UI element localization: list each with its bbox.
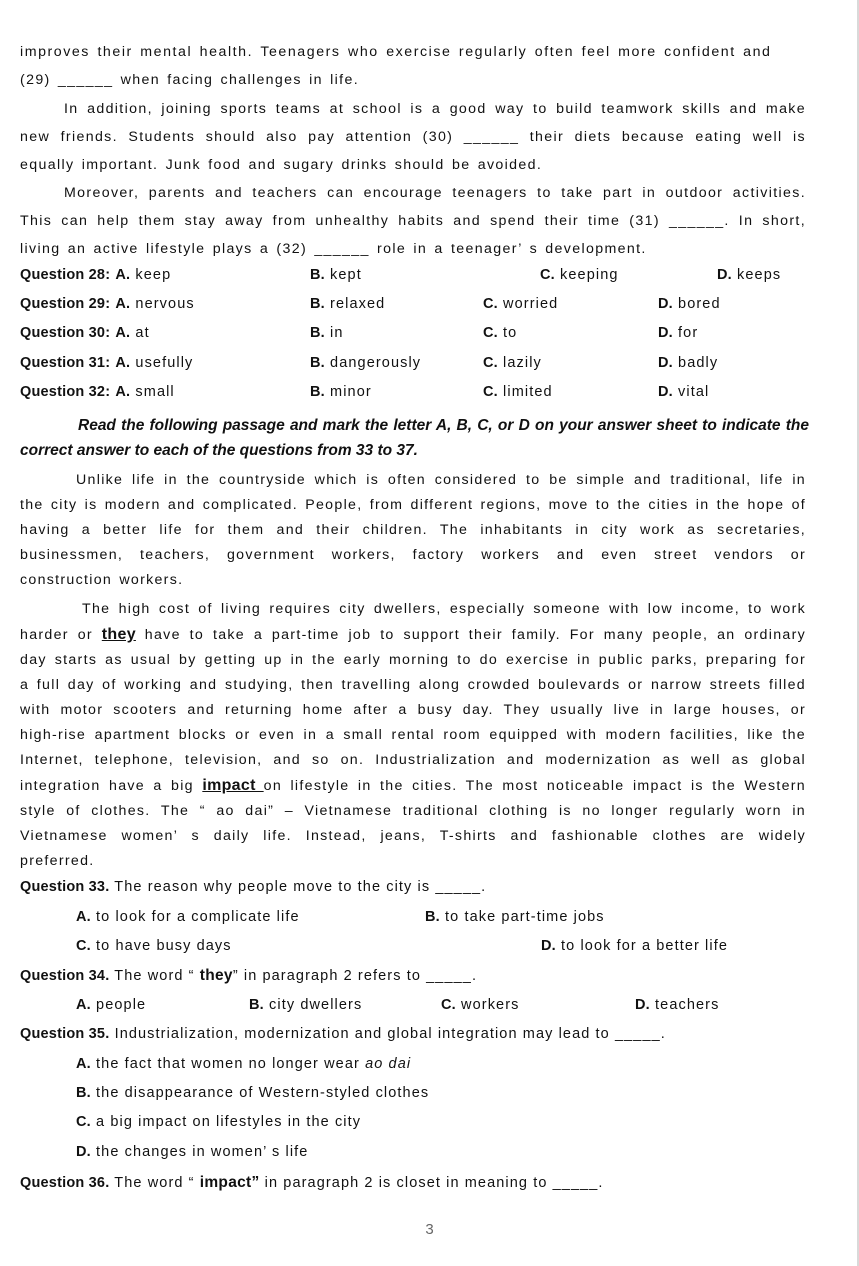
question-33-option-d[interactable]: D. to look for a better life xyxy=(541,938,728,954)
question-29-row xyxy=(20,296,820,320)
passage2-paragraph-2: The high cost of living requires city dwellers, especially someone with low income, to work harder or they have to take a part-time job to support their family. For many people, an ordinary day starts as usual by getting up in the early morning to do exercise in public parks, preparing for a full day of working and studying, then travelling along crowded boulevards or narrow streets filled with motor scooters and returning home after a busy day. They usually live in large houses, or high-rise apartment blocks or even in a small rental room equipped with modern facilities, like the Internet, telephone, television, and so on. Industrialization and modernization as well as global integration have a big impact on lifestyle in the cities. The most noticeable impact is the Western style of clothes. The “ ao dai” – Vietnamese traditional clothing is no longer regularly worn in Vietnamese women’ s daily life. Instead, jeans, T-shirts and fashionable clothes are widely preferred. xyxy=(20,601,806,869)
underlined-word-they: they xyxy=(101,626,136,643)
question-29-option-d[interactable]: D. bored xyxy=(658,296,721,312)
underlined-word-impact: impact xyxy=(202,777,264,794)
question-28-label: Question 28: A. keep xyxy=(20,267,172,283)
section-instruction: Read the following passage and mark the letter A, B, C, or D on your answer sheet to indicate the correct answer to each of the questions from 33 to 37. xyxy=(20,417,809,459)
question-31-option-b[interactable]: B. dangerously xyxy=(310,355,422,371)
question-32-option-d[interactable]: D. vital xyxy=(658,384,710,400)
page-number: 3 xyxy=(425,1221,434,1238)
question-34-option-d[interactable]: D. teachers xyxy=(635,997,720,1013)
question-34-option-c[interactable]: C. workers xyxy=(441,997,520,1013)
question-34-option-a[interactable]: A. people xyxy=(76,997,147,1013)
question-30-option-d[interactable]: D. for xyxy=(658,325,699,341)
question-33-option-a[interactable]: A. to look for a complicate life xyxy=(76,909,300,925)
question-32-option-c[interactable]: C. limited xyxy=(483,384,553,400)
passage1-paragraph-3: Moreover, parents and teachers can encourage teenagers to take part in outdoor activities. This can help them stay away from unhealthy habits and spend their time (31) ______. In short, living an active lifestyle plays a (32) ______ role in a teenager’ s development. xyxy=(20,185,806,258)
question-36-stem: Question 36. The word “ impact” in paragraph 2 is closet in meaning to _____. xyxy=(20,1174,604,1191)
question-32-row xyxy=(20,384,820,408)
question-34-stem: Question 34. The word “ they” in paragraph 2 refers to _____. xyxy=(20,967,478,984)
question-29-option-c[interactable]: C. worried xyxy=(483,296,559,312)
question-31-label: Question 31: A. usefully xyxy=(20,355,194,371)
question-35-option-a[interactable]: A. the fact that women no longer wear ao dai xyxy=(76,1056,412,1072)
passage2-paragraph-1: Unlike life in the countryside which is often considered to be simple and traditional, life in the city is modern and complicated. People, from different regions, move to the cities in the hope of having a better life for them and their children. The inhabitants in city work as secretaries, businessmen, teachers, government workers, factory workers and even street vendors or construction workers. xyxy=(20,472,806,588)
question-30-option-c[interactable]: C. to xyxy=(483,325,518,341)
question-31-row xyxy=(20,355,820,379)
question-35-option-d[interactable]: D. the changes in women’ s life xyxy=(76,1144,309,1160)
question-35-option-c[interactable]: C. a big impact on lifestyles in the city xyxy=(76,1114,362,1130)
question-33-stem: Question 33. The reason why people move to the city is _____. xyxy=(20,879,487,895)
question-28-option-b[interactable]: B. kept xyxy=(310,267,362,283)
question-30-label: Question 30: A. at xyxy=(20,325,150,341)
question-28-option-d[interactable]: D. keeps xyxy=(717,267,782,283)
question-31-option-d[interactable]: D. badly xyxy=(658,355,719,371)
question-34-option-b[interactable]: B. city dwellers xyxy=(249,997,363,1013)
question-30-option-b[interactable]: B. in xyxy=(310,325,344,341)
question-28-row xyxy=(20,267,820,291)
question-35-stem: Question 35. Industrialization, modernization and global integration may lead to _____. xyxy=(20,1026,666,1042)
question-35-option-b[interactable]: B. the disappearance of Western-styled clothes xyxy=(76,1085,430,1101)
question-33-option-c[interactable]: C. to have busy days xyxy=(76,938,232,954)
question-29-option-b[interactable]: B. relaxed xyxy=(310,296,386,312)
question-31-option-c[interactable]: C. lazily xyxy=(483,355,542,371)
question-33-option-b[interactable]: B. to take part-time jobs xyxy=(425,909,605,925)
passage1-paragraph-2: In addition, joining sports teams at school is a good way to build teamwork skills and make new friends. Students should also pay attention (30) ______ their diets because eating well is equally important. Junk food and sugary drinks should be avoided. xyxy=(20,101,806,174)
question-32-option-b[interactable]: B. minor xyxy=(310,384,372,400)
passage1-line1: improves their mental health. Teenagers who exercise regularly often feel more confident and xyxy=(20,44,772,60)
passage1-line2: (29) ______ when facing challenges in life. xyxy=(20,72,360,88)
question-29-label: Question 29: A. nervous xyxy=(20,296,195,312)
question-32-label: Question 32: A. small xyxy=(20,384,175,400)
question-28-option-c[interactable]: C. keeping xyxy=(540,267,619,283)
question-30-row xyxy=(20,325,820,349)
